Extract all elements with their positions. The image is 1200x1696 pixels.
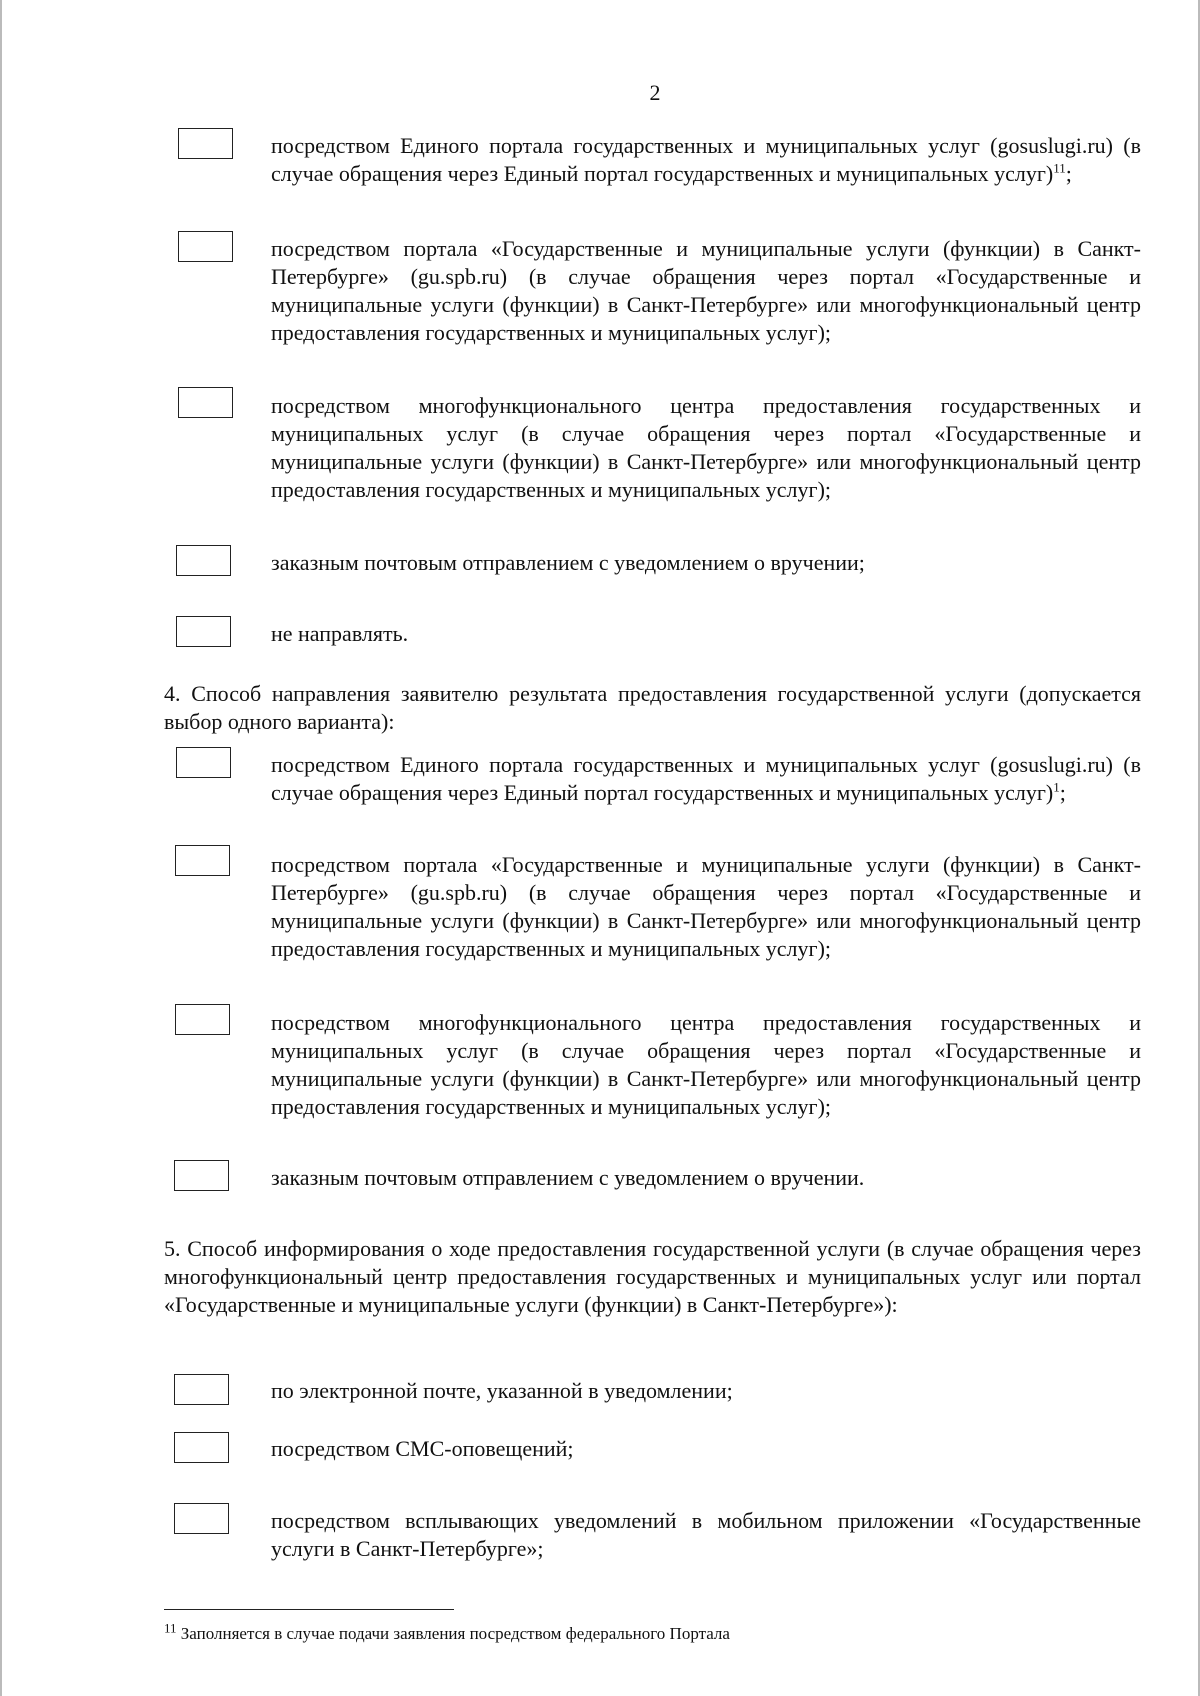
footnote-ref: 11 xyxy=(1053,160,1066,176)
option-label: посредством портала «Государственные и муниципальные услуги (функции) в Санкт-Петербурге» (gu.spb.ru) (в случае обращения через портал «Государственные и муниципальные услуги (функции) в Санкт-Петербурге» или многофункциональный центр предоставления государственных и муниципальных услуг); xyxy=(271,852,1141,961)
footnote xyxy=(164,1620,1141,1645)
punct: ; xyxy=(1059,780,1066,805)
page-number: 2 xyxy=(649,80,661,105)
checkbox-a-2[interactable] xyxy=(178,231,233,262)
section-5-heading: 5. Способ информирования о ходе предоставления государственной услуги (в случае обращения через многофункциональный центр предоставления государственных и муниципальных услуг или портал «Государственные и муниципальные услуги (функции) в Санкт-Петербурге»): xyxy=(164,1236,1141,1317)
footnote-ref: 1 xyxy=(1053,779,1060,795)
footnote-separator xyxy=(164,1609,454,1610)
checkbox-a-1[interactable] xyxy=(178,128,233,159)
checkbox-c-2[interactable] xyxy=(174,1432,229,1463)
checkbox-b-2[interactable] xyxy=(175,845,230,876)
checkbox-a-5[interactable] xyxy=(176,616,231,647)
checkbox-a-3[interactable] xyxy=(178,387,233,418)
option-label: посредством всплывающих уведомлений в мобильном приложении «Государственные услуги в Санкт-Петербурге»; xyxy=(271,1508,1141,1561)
punct: ; xyxy=(1065,161,1072,186)
option-label: посредством портала «Государственные и муниципальные услуги (функции) в Санкт-Петербурге» (gu.spb.ru) (в случае обращения через портал «Государственные и муниципальные услуги (функции) в Санкт-Петербурге» или многофункциональный центр предоставления государственных и муниципальных услуг); xyxy=(271,236,1141,345)
footnote-text: Заполняется в случае подачи заявления посредством федерального Портала xyxy=(176,1624,730,1643)
option-label: посредством многофункционального центра предоставления государственных и муниципальных услуг (в случае обращения через портал «Государственные и муниципальные услуги (функции) в Санкт-Петербурге» или многофункциональный центр предоставления государственных и муниципальных услуг); xyxy=(271,393,1141,502)
checkbox-a-4[interactable] xyxy=(176,545,231,576)
left-scan-edge xyxy=(0,0,2,1696)
checkbox-c-3[interactable] xyxy=(174,1503,229,1534)
option-label: посредством Единого портала государственных и муниципальных услуг (gosuslugi.ru) (в случае обращения через Единый портал государственных и муниципальных услуг) xyxy=(271,752,1141,805)
option-label: не направлять. xyxy=(271,621,409,646)
option-label: посредством многофункционального центра предоставления государственных и муниципальных услуг (в случае обращения через портал «Государственные и муниципальные услуги (функции) в Санкт-Петербурге» или многофункциональный центр предоставления государственных и муниципальных услуг); xyxy=(271,1010,1141,1119)
checkbox-c-1[interactable] xyxy=(174,1374,229,1405)
footnote-mark: 11 xyxy=(164,1620,177,1636)
option-label: посредством Единого портала государственных и муниципальных услуг (gosuslugi.ru) (в случае обращения через Единый портал государственных и муниципальных услуг) xyxy=(271,133,1141,186)
checkbox-b-4[interactable] xyxy=(174,1160,229,1191)
checkbox-b-3[interactable] xyxy=(175,1004,230,1035)
option-label: посредством СМС-оповещений; xyxy=(271,1436,574,1461)
option-label: заказным почтовым отправлением с уведомлением о вручении; xyxy=(271,550,865,575)
option-label: по электронной почте, указанной в уведомлении; xyxy=(271,1378,733,1403)
option-label: заказным почтовым отправлением с уведомлением о вручении. xyxy=(271,1165,865,1190)
section-4-heading: 4. Способ направления заявителю результата предоставления государственной услуги (допускается выбор одного варианта): xyxy=(164,681,1141,734)
checkbox-b-1[interactable] xyxy=(176,747,231,778)
